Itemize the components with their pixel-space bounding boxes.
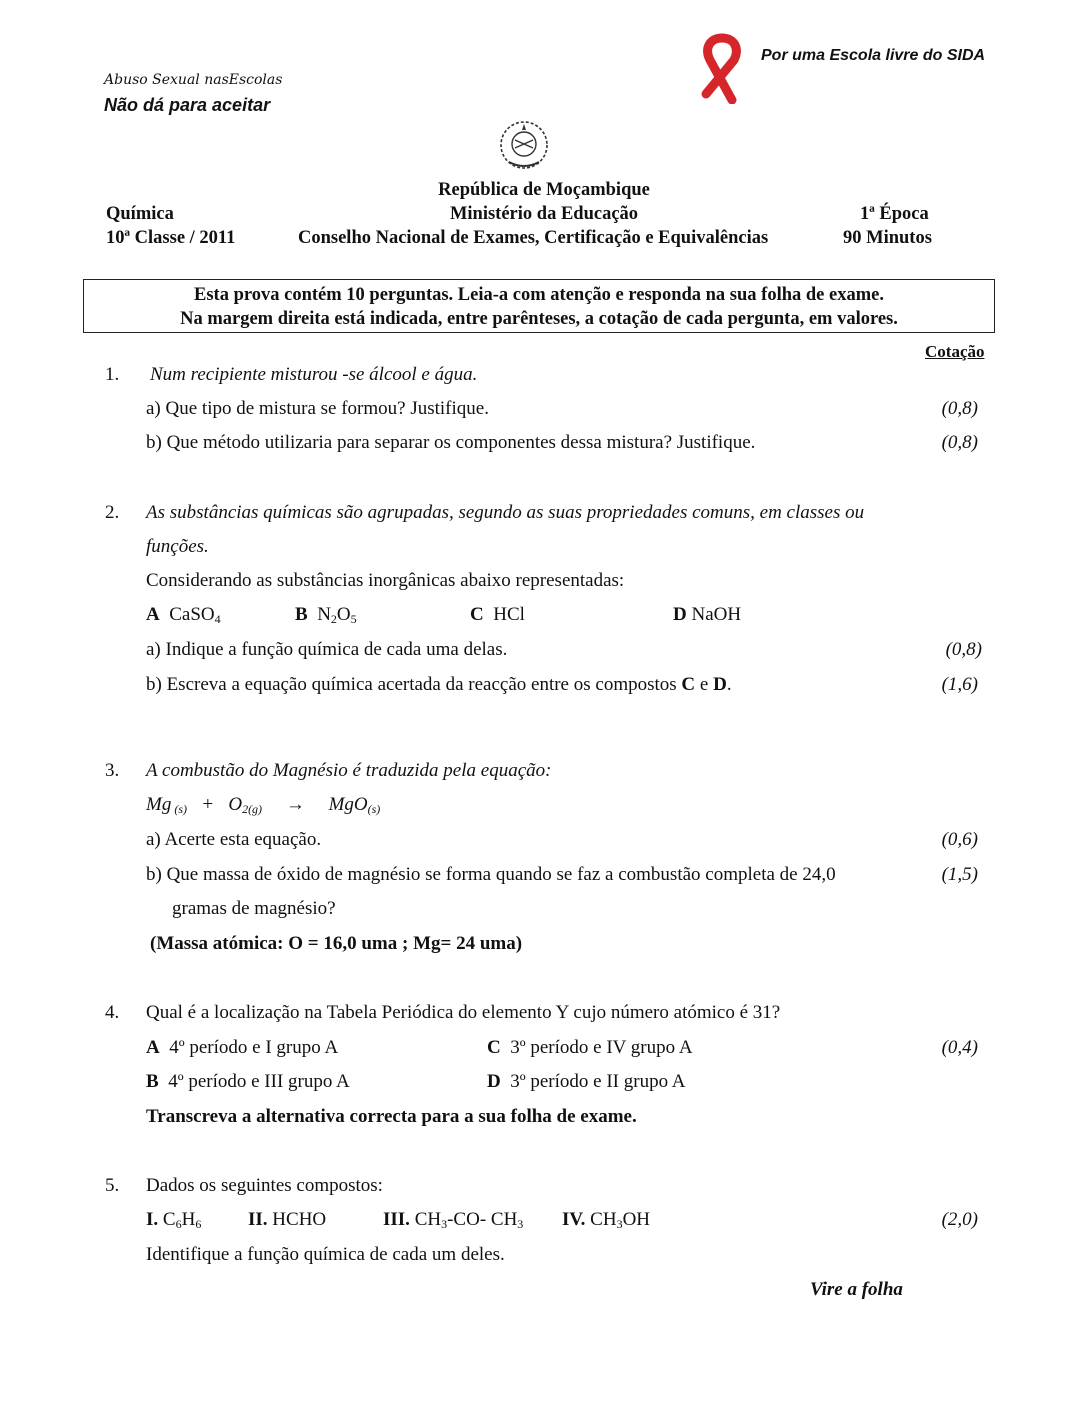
q1-number: 1. [105,364,120,385]
abuse-campaign-line2: Não dá para aceitar [104,95,271,115]
q4-stem: Qual é a localização na Tabela Periódica do elemento Y cujo número atómico é 31? [146,1002,781,1023]
q2-option-d-letter: D [673,604,687,625]
q1-b-score: (0,8) [941,432,978,453]
q2-b-score: (1,6) [941,674,978,695]
q2-option-d: D NaOH [673,604,742,625]
instructions-line2: Na margem direita está indicada, entre parênteses, a cotação de cada pergunta, em valores. [180,309,898,329]
q2-number: 2. [105,502,120,523]
q1-a: a) Que tipo de mistura se formou? Justifique. [146,398,489,419]
q4-note: Transcreva a alternativa correcta para a sua folha de exame. [146,1106,637,1127]
q2-option-b: B $N_2O_5$ [295,604,357,626]
q2-stem-line2: funções. [146,536,209,557]
q5-compound-ii: II. HCHO [248,1209,327,1230]
q2-stem-line1: As substâncias químicas são agrupadas, segundo as suas propriedades comuns, em classes ou [146,502,865,523]
q2-a-score: (0,8) [945,639,982,660]
q3-equation: Mg $_{(s)}$ + $O_{2(g)}$ → MgO$_{(s)}$ [146,794,381,816]
instructions-line1: Esta prova contém 10 perguntas. Leia-a com atenção e responda na sua folha de exame. [194,285,884,305]
q2-option-a-letter: A [146,604,160,625]
cotacao-header: Cotação [925,342,985,361]
q3-b-line2: gramas de magnésio? [172,898,336,919]
q5-compound-i: I. $C_6H_6$ [146,1209,202,1231]
q5-compound-iii: III. $CH_3-CO-$ $CH_3$ [383,1209,524,1231]
q3-b-line1: b) Que massa de óxido de magnésio se forma quando se faz a combustão completa de 24,0 [146,864,836,885]
council-title: Conselho Nacional de Exames, Certificação e Equivalências [298,228,769,248]
q2-b: b) Escreva a equação química acertada da reacção entre os compostos C e D. [146,674,732,695]
q3-a: a) Acerte esta equação. [146,829,322,850]
q4-option-b: B 4º período e III grupo A [146,1071,350,1092]
abuse-campaign-line1: Abuso Sexual nasEscolas [104,72,283,88]
q2-option-b-letter: B [295,604,308,625]
q1-b: b) Que método utilizaria para separar os componentes dessa mistura? Justifique. [146,432,756,453]
ministry-title: Ministério da Educação [449,204,639,224]
class-year-label: 10ª Classe / 2011 [106,228,236,248]
q3-stem: A combustão do Magnésio é traduzida pela equação: [146,760,552,781]
q2-option-c: C HCl [470,604,525,625]
q3-atomic-masses: (Massa atómica: O = 16,0 uma ; Mg= 24 uma) [150,933,523,954]
epoch-label: 1ª Época [860,204,929,224]
instructions-box [83,279,995,333]
subject-label: Química [106,204,174,224]
q2-a: a) Indique a função química de cada uma delas. [146,639,508,660]
q5-task: Identifique a função química de cada um deles. [146,1244,505,1265]
q3-number: 3. [105,760,120,781]
q5-score: (2,0) [941,1209,978,1230]
campaign-title: Por uma Escola livre do SIDA [761,47,986,64]
turn-page-note: Vire a folha [810,1279,903,1300]
q3-b-score: (1,5) [941,864,978,885]
republic-title: República de Moçambique [438,180,650,200]
q3-a-score: (0,6) [941,829,978,850]
q4-score: (0,4) [941,1037,978,1058]
q1-stem: Num recipiente misturou -se álcool e água. [150,364,478,385]
q5-stem: Dados os seguintes compostos: [146,1175,383,1196]
q4-option-c: C 3º período e IV grupo A [487,1037,693,1058]
q2-option-c-letter: C [470,604,484,625]
q2-option-a: A CaSO$_4$ [146,604,221,626]
duration-label: 90 Minutos [843,228,932,248]
q5-number: 5. [105,1175,120,1196]
q4-option-a: A 4º período e I grupo A [146,1037,339,1058]
coat-of-arms-emblem-icon [497,118,551,172]
q2-intro: Considerando as substâncias inorgânicas abaixo representadas: [146,570,625,591]
q4-number: 4. [105,1002,120,1023]
q5-compound-iv: IV. $CH_3OH$ [562,1209,651,1231]
red-ribbon-icon [686,30,758,104]
q4-option-d: D 3º período e II grupo A [487,1071,686,1092]
q1-a-score: (0,8) [941,398,978,419]
